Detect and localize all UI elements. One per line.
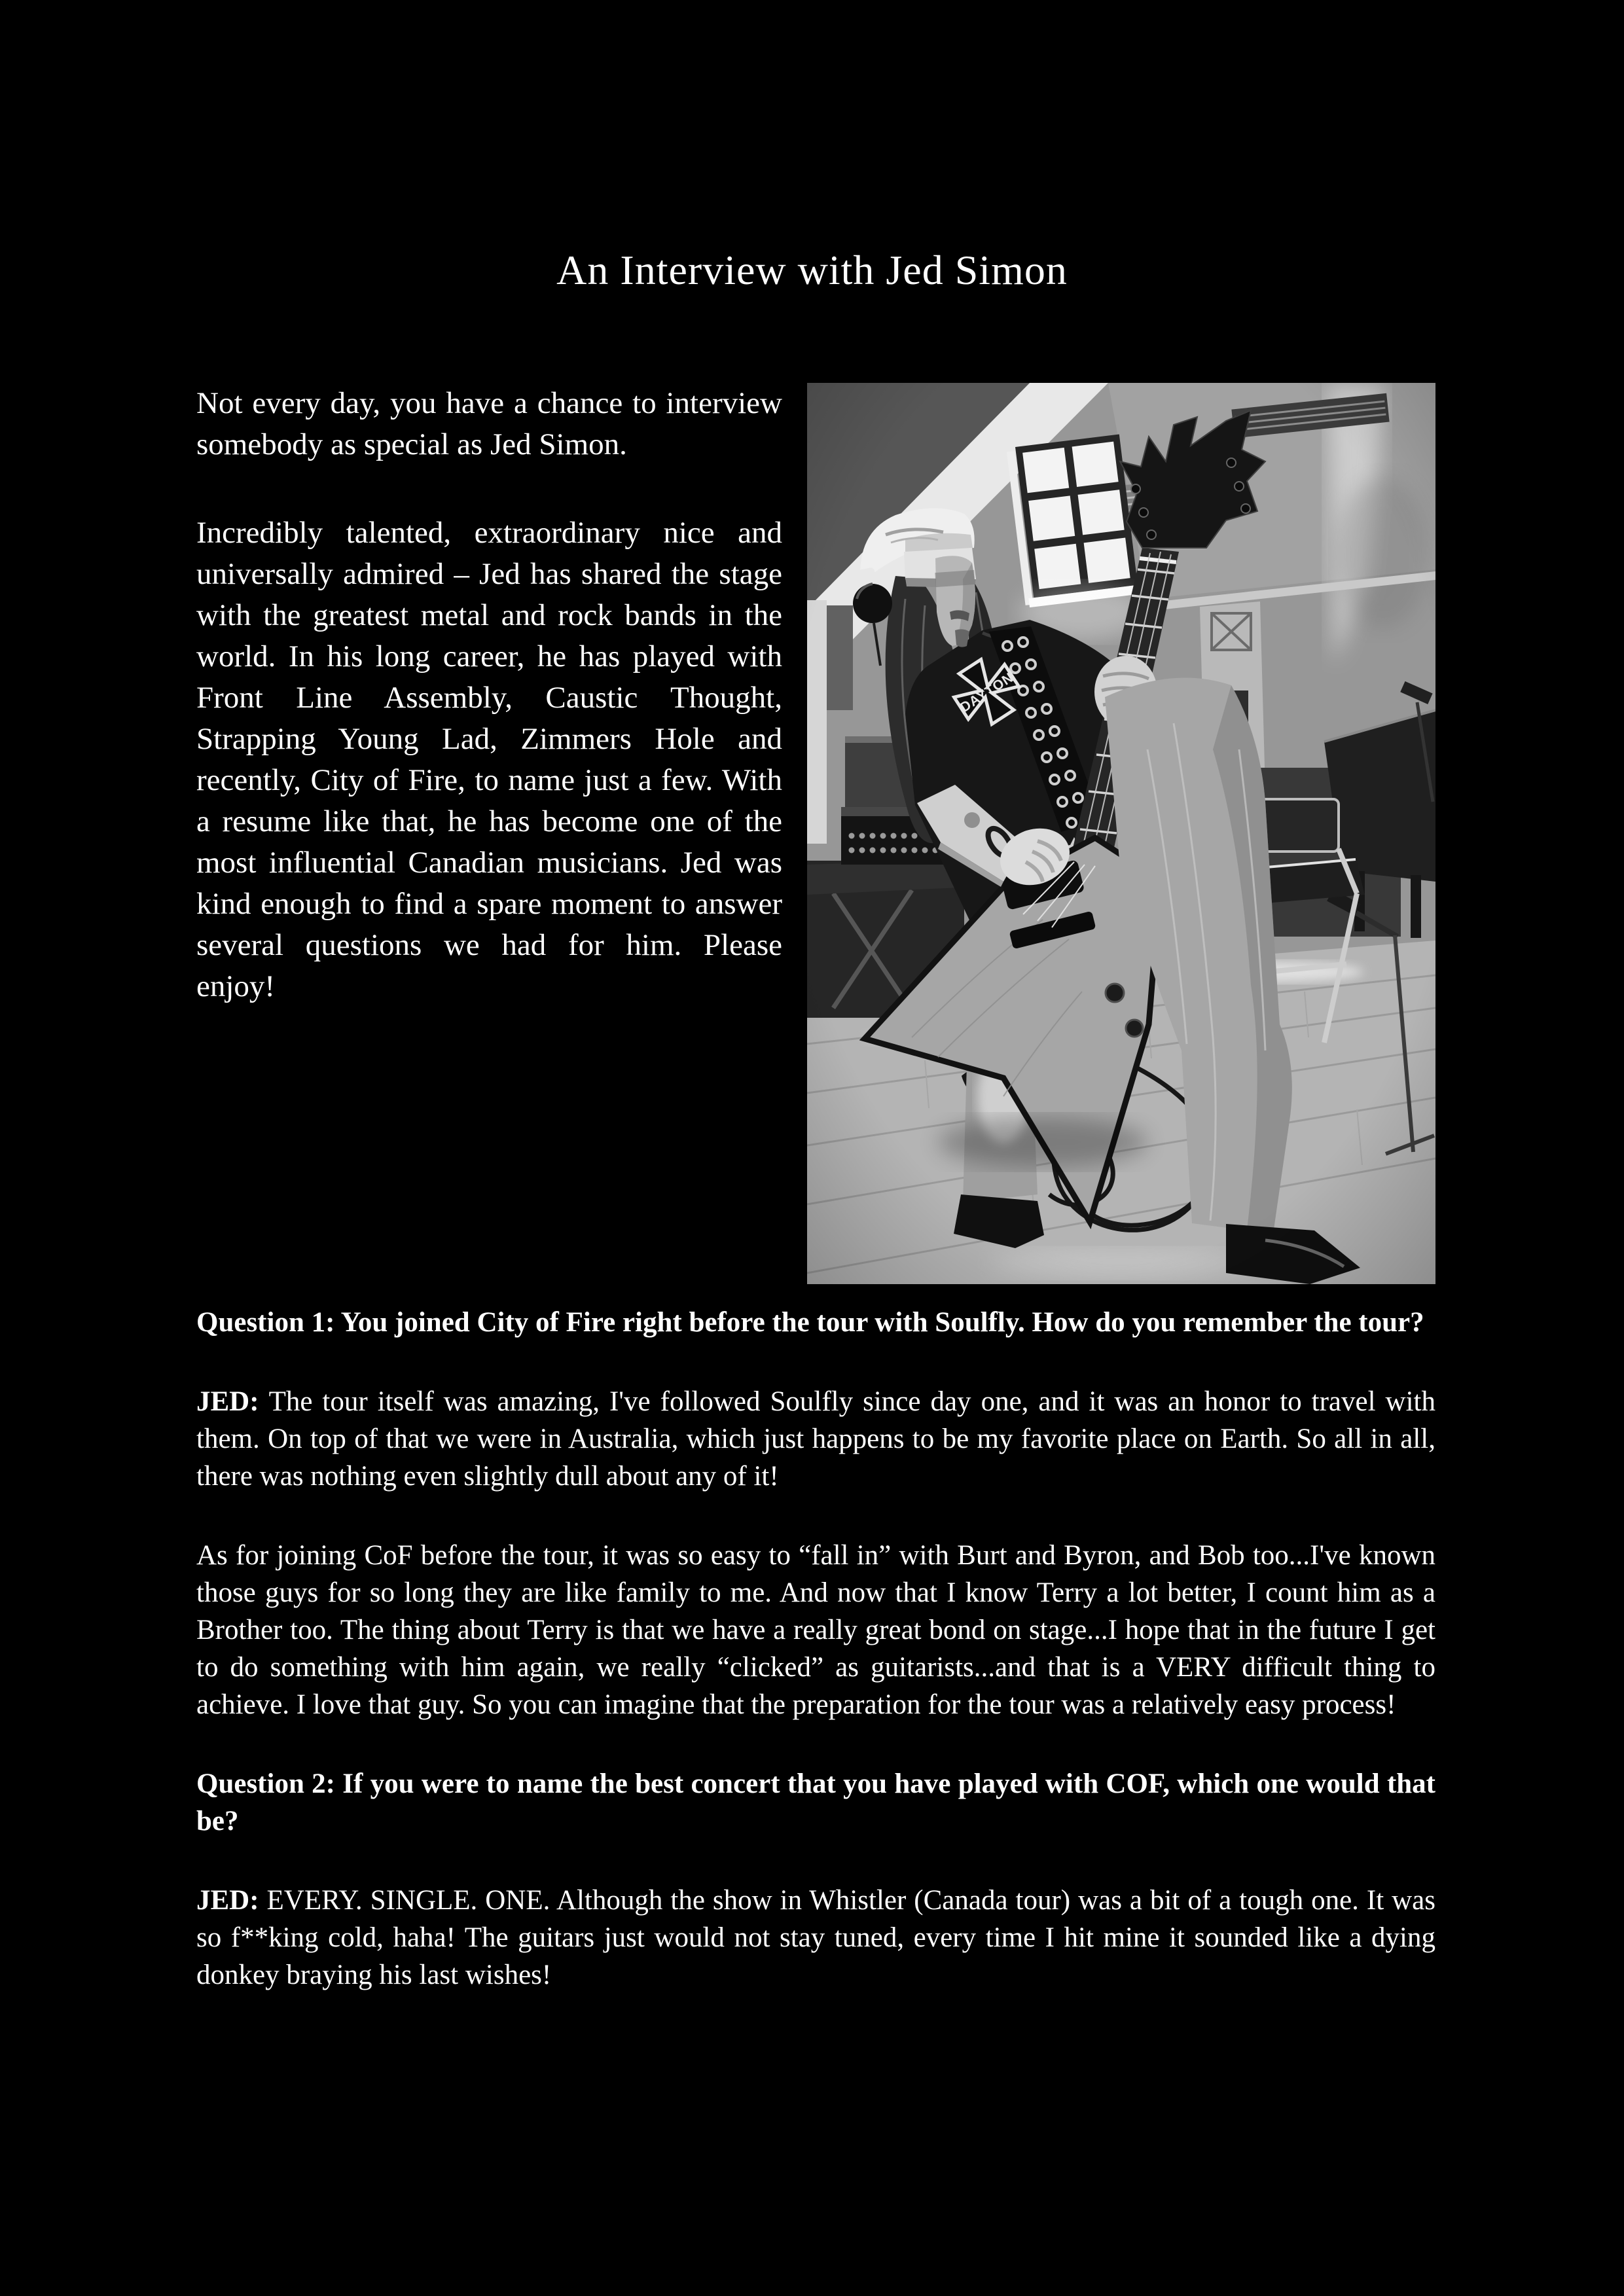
jed-photo-illustration [807,383,1435,1284]
question-2: Question 2: If you were to name the best concert that you have played with COF, which one would that be? [196,1768,1435,1837]
jed-photo [807,383,1435,1284]
question-1: Question 1: You joined City of Fire right before the tour with Soulfly. How do you remember the tour? [196,1307,1424,1338]
intro-row [196,383,1435,1284]
answer-1-paragraph-1: JED: The tour itself was amazing, I've followed Soulfly since day one, and it was an honor to travel with them. On top of that we were in Australia, which just happens to be my favorite place on Earth. So all in all, there was nothing even slightly dull about any of it! [196,1386,1435,1492]
intro-paragraph-1: Not every day, you have a chance to interview somebody as special as Jed Simon. [196,386,782,461]
interview-qa [196,1304,1435,1994]
page-title: An Interview with Jed Simon [556,247,1068,293]
intro-text [196,383,782,1054]
speaker-label: JED: [196,1386,269,1417]
intro-paragraph-2: Incredibly talented, extraordinary nice and universally admired – Jed has shared the stage with the greatest metal and rock bands in the world. In his long career, he has played with Front Line Assembly, Caustic Thought, Strapping Young Lad, Zimmers Hole and recently, City of Fire, to name just a few. With a resume like that, he has become one of the most influential Canadian musicians. Jed was kind enough to find a spare moment to answer several questions we had for him. Please enjoy! [196,516,782,1003]
page-content [196,383,1435,1994]
speaker-label: JED: [196,1885,267,1916]
answer-1-paragraph-2: As for joining CoF before the tour, it was so easy to “fall in” with Burt and Byron, and Bob too...I've known those guys for so long they are like family to me. And now that I know Terry a lot better, I count him as a Brother too. The thing about Terry is that we have a really great bond on stage...I hope that in the future I get to do something with him again, we really “clicked” as guitarists...and that is a VERY difficult thing to achieve. I love that guy. So you can imagine that the preparation for the tour was a relatively easy process! [196,1540,1435,1720]
answer-2-paragraph-1: JED: EVERY. SINGLE. ONE. Although the show in Whistler (Canada tour) was a bit of a tough one. It was so f**king cold, haha! The guitars just would not stay tuned, every time I hit mine it sounded like a dying donkey braying his last wishes! [196,1885,1435,1990]
